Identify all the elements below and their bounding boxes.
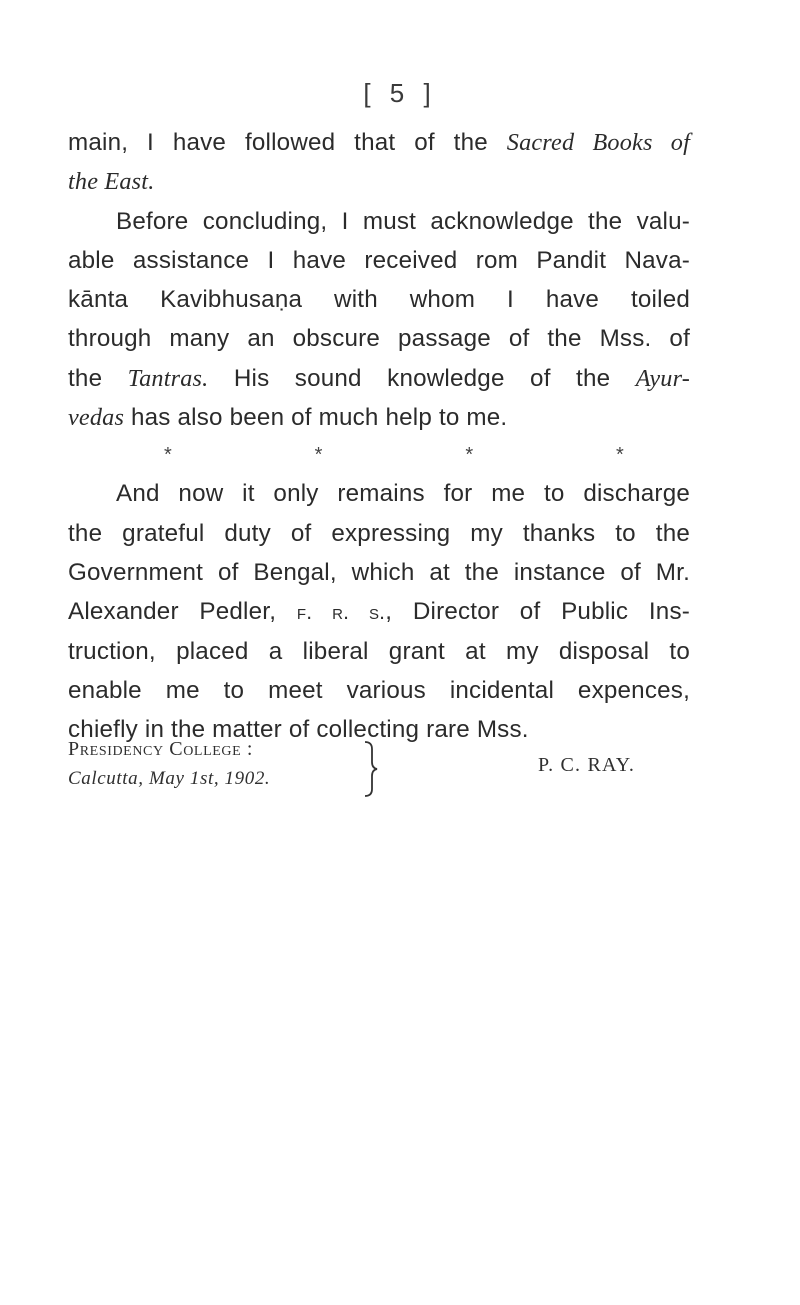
text-run: Alexander Pedler, (68, 598, 297, 626)
asterisk: * (314, 444, 323, 467)
asterisk: * (616, 444, 624, 467)
paragraph-1-line-2 (68, 162, 690, 201)
text-run: , Director of Public Ins- (385, 598, 690, 626)
paragraph-3 (68, 474, 690, 749)
text-run: main, I have followed that of the (68, 129, 507, 156)
paragraph-3-line-3: Government of Bengal, which at the instance of Mr. (68, 558, 690, 586)
book-title-sacred-books: Sacred Books of (506, 129, 690, 156)
paragraph-2-line-4: through many an obscure passage of the Mss. of (68, 325, 690, 353)
paragraph-2 (68, 202, 690, 438)
right-brace-icon (363, 740, 379, 798)
paragraph-3-line-5: truction, placed a liberal grant at my disposal to (68, 637, 690, 665)
paragraph-3-line-2: the grateful duty of expressing my thanks to the (68, 519, 690, 547)
body-text (68, 123, 690, 749)
paragraph-3-line-1: And now it only remains for me to discharge (116, 480, 690, 508)
text-run: the (68, 364, 128, 392)
paragraph-2-line-6 (68, 398, 690, 437)
paragraph-2-line-1: Before concluding, I must acknowledge the valu- (116, 207, 690, 235)
paragraph-3-line-7: chiefly in the matter of collecting rare Mss. (68, 716, 529, 744)
term-ayurvedas-part-1: Ayur- (635, 364, 690, 392)
paragraph-2-line-5 (68, 359, 690, 398)
signature-block (68, 738, 708, 808)
asterisk: * (164, 444, 172, 467)
book-title-the-east: the East. (68, 168, 155, 196)
page-number: [ 5 ] (363, 78, 437, 108)
text-run: His sound knowledge of the (208, 364, 636, 392)
term-tantras: Tantras. (127, 364, 209, 392)
signature-date: Calcutta, May 1st, 1902. (68, 768, 271, 789)
text-run: has also been of much help to me. (124, 404, 508, 432)
paragraph-2-line-2: able assistance I have received rom Pandit Nava- (68, 246, 690, 274)
signature-college: Presidency College : (68, 738, 254, 760)
paragraph-1-line-1 (68, 123, 690, 162)
signature-name: P. C. RAY. (538, 754, 636, 776)
paragraph-3-line-4 (68, 592, 690, 631)
paragraph-2-line-3: kānta Kavibhusaṇa with whom I have toiled (68, 286, 690, 314)
asterisk: * (465, 444, 474, 467)
honorific-frs: f. r. s. (296, 601, 386, 625)
paragraph-3-line-6: enable me to meet various incidental expences, (68, 676, 690, 704)
section-break-asterisks (164, 437, 624, 474)
term-ayurvedas-part-2: vedas (68, 404, 125, 432)
paragraph-1 (68, 123, 690, 202)
